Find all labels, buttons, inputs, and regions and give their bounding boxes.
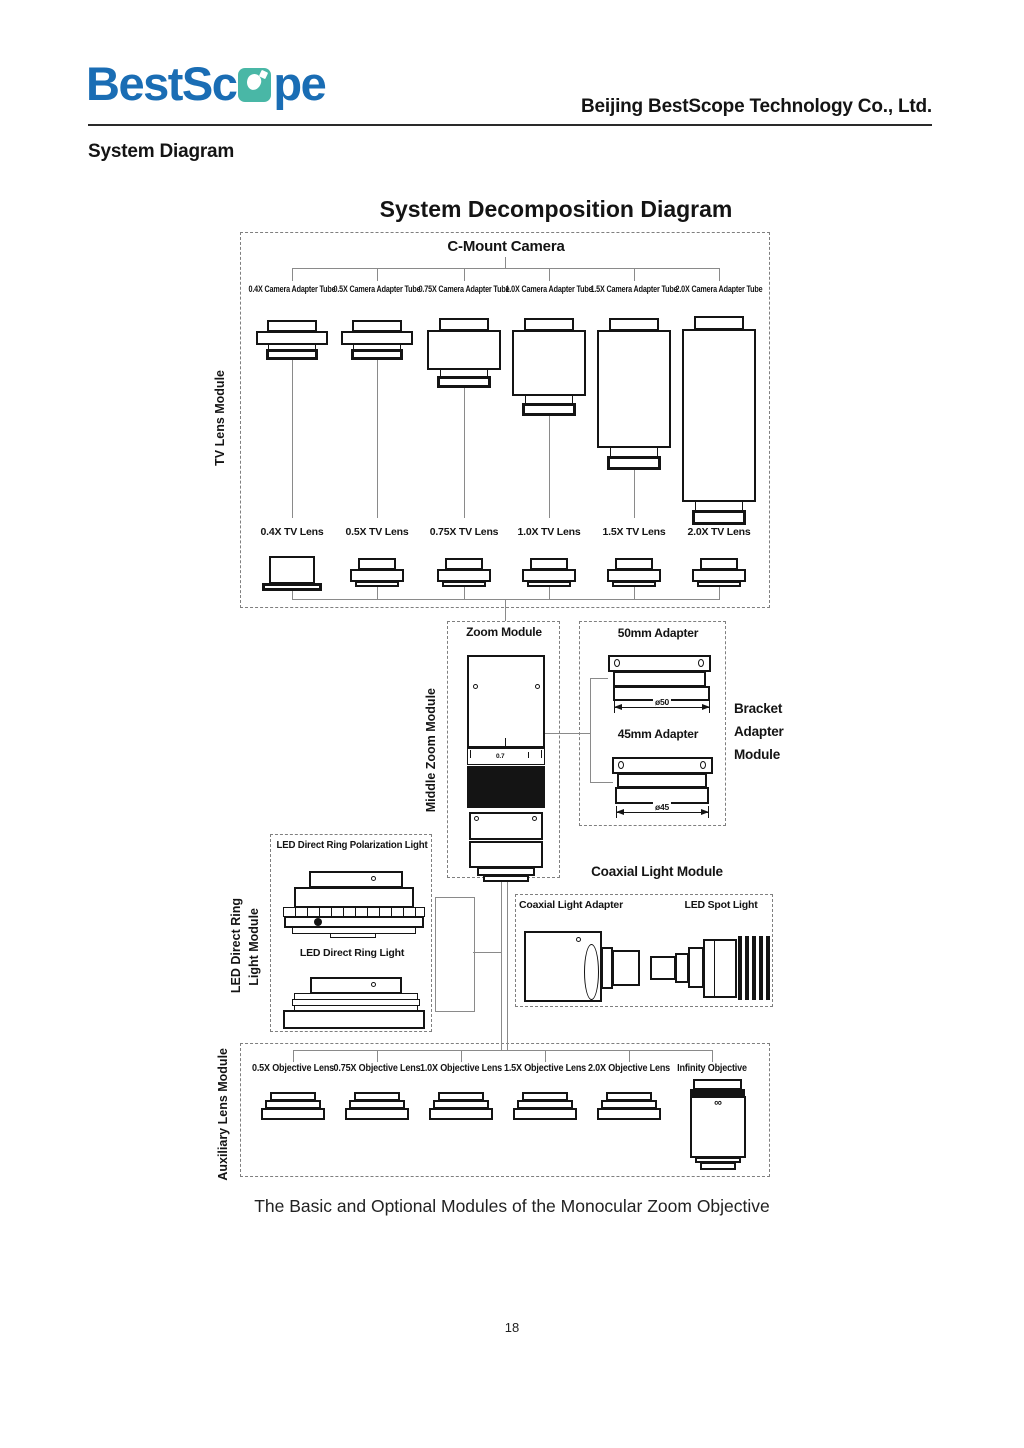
coaxial-module-label: Coaxial Light Module — [591, 864, 723, 879]
tree-line — [549, 268, 550, 281]
tree-line — [505, 257, 506, 268]
connector-line — [293, 1050, 713, 1051]
infinity-symbol: ∞ — [714, 1097, 722, 1109]
connector-line — [292, 599, 720, 600]
connector-line — [712, 1050, 713, 1062]
dim-45-label: ø45 — [654, 802, 670, 812]
led-module-side-label-line1: LED Direct Ring — [229, 898, 243, 994]
tv-module-side-label: TV Lens Module — [213, 370, 227, 466]
page-number: 18 — [504, 1320, 520, 1335]
tv-lens-label: 0.5X TV Lens — [345, 526, 409, 538]
adapter-label: 1.0X Camera Adapter Tube — [505, 284, 593, 294]
tv-lens-label: 0.75X TV Lens — [429, 526, 499, 538]
tree-line — [719, 268, 720, 281]
bracket-module-label: Bracket Adapter Module — [734, 701, 784, 762]
connector-line — [293, 1050, 294, 1062]
dim-50-label: ø50 — [654, 697, 670, 707]
lens-arc — [584, 944, 599, 1000]
connector-line — [549, 586, 550, 600]
connector-line — [590, 782, 613, 783]
connector-line — [461, 1050, 462, 1062]
connector-line — [590, 678, 608, 679]
adapter-label: 2.0X Camera Adapter Tube — [675, 284, 763, 294]
section-title: System Diagram — [88, 141, 235, 162]
objective-label: 0.75X Objective Lens — [333, 1062, 421, 1074]
connector-line — [629, 1050, 630, 1062]
connector-line — [377, 586, 378, 600]
objective-label: Infinity Objective — [677, 1062, 747, 1074]
diagram-caption: The Basic and Optional Modules of the Monocular Zoom Objective — [254, 1196, 770, 1216]
adapter-label: 1.5X Camera Adapter Tube — [590, 284, 678, 294]
objective-label: 0.5X Objective Lens — [251, 1062, 335, 1074]
led-spot-label: LED Spot Light — [684, 899, 758, 911]
polarization-light-label: LED Direct Ring Polarization Light — [276, 839, 428, 851]
zoom-scale-value: 0.7 — [496, 753, 505, 760]
connector-line — [377, 360, 378, 518]
objective-label: 1.5X Objective Lens — [503, 1062, 587, 1074]
connector-line — [464, 388, 465, 518]
objective-label: 2.0X Objective Lens — [587, 1062, 671, 1074]
tree-line — [464, 268, 465, 281]
logo-text-left: BestSc — [86, 57, 237, 110]
tree-line — [292, 268, 720, 269]
tv-lens-label: 1.5X TV Lens — [602, 526, 666, 538]
tree-line — [634, 268, 635, 281]
connector-bracket — [435, 897, 475, 1012]
led-module-side-label-line2: Light Module — [247, 908, 261, 986]
connector-line — [505, 599, 506, 621]
bestscope-logo — [86, 56, 325, 111]
connector-line — [464, 586, 465, 600]
adapter-label: 0.4X Camera Adapter Tube — [248, 284, 336, 294]
connector-line — [634, 586, 635, 600]
zoom-module-label: Zoom Module — [466, 625, 542, 639]
header-rule — [88, 124, 932, 126]
diagram-title: System Decomposition Diagram — [379, 196, 733, 222]
connector-line — [473, 952, 501, 953]
connector-line — [545, 733, 590, 734]
connector-line — [377, 1050, 378, 1062]
connector-line — [501, 880, 502, 1050]
logo-o-icon — [238, 68, 271, 102]
tv-lens-label: 1.0X TV Lens — [517, 526, 581, 538]
tree-line — [377, 268, 378, 281]
connector-line — [545, 1050, 546, 1062]
tv-lens-label: 2.0X TV Lens — [687, 526, 751, 538]
tree-line — [292, 268, 293, 281]
coaxial-adapter-label: Coaxial Light Adapter — [519, 899, 623, 911]
logo-text-right: pe — [273, 57, 326, 110]
connector-line — [719, 586, 720, 600]
ring-light-label: LED Direct Ring Light — [299, 947, 405, 959]
aux-module-side-label: Auxiliary Lens Module — [216, 1048, 230, 1181]
connector-line — [507, 880, 508, 1050]
zoom-module-side-label: Middle Zoom Module — [424, 688, 438, 813]
company-name: Beijing BestScope Technology Co., Ltd. — [581, 96, 932, 117]
adapter-label: 0.5X Camera Adapter Tube — [333, 284, 421, 294]
connector-line — [590, 678, 591, 782]
connector-line — [634, 470, 635, 518]
connector-line — [549, 416, 550, 518]
adapter-label: 0.75X Camera Adapter Tube — [418, 284, 510, 294]
connector-line — [292, 360, 293, 518]
tv-lens-label: 0.4X TV Lens — [260, 526, 324, 538]
c-mount-camera-label: C-Mount Camera — [447, 238, 565, 255]
adapter-45-label: 45mm Adapter — [617, 727, 699, 741]
objective-label: 1.0X Objective Lens — [419, 1062, 503, 1074]
adapter-50-label: 50mm Adapter — [617, 626, 699, 640]
